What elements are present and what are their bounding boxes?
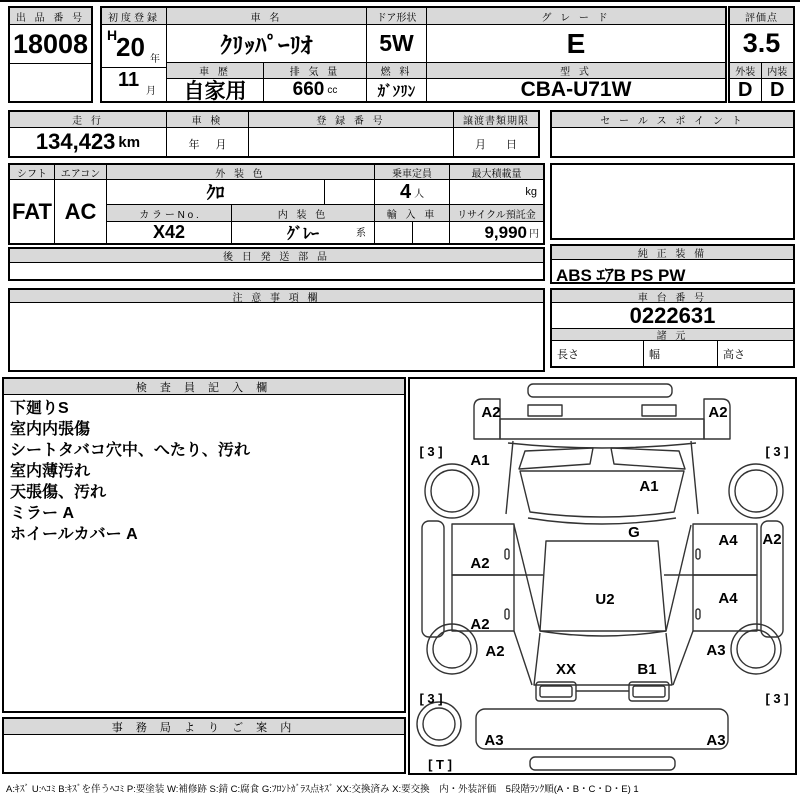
damage-cowl: G — [628, 524, 640, 541]
shaken-label: 車 検 — [167, 112, 249, 128]
inspector-label: 検 査 員 記 入 欄 — [4, 379, 404, 395]
registration-number-cell — [249, 128, 454, 156]
door-handle-rear-left — [505, 609, 509, 619]
inspector-notes — [4, 395, 404, 548]
mileage-label: 走 行 — [10, 112, 167, 128]
later-parts-label: 後 日 発 送 部 品 — [10, 249, 543, 263]
caution-box — [8, 288, 545, 372]
transfer-month-unit: 月 — [475, 139, 486, 151]
max-load-unit: kg — [525, 186, 537, 198]
mileage-unit: km — [118, 133, 141, 151]
wheel-rear-left-inner — [433, 630, 471, 668]
tire-mark-front-left: [ 3 ] — [419, 444, 443, 459]
transfer-docs-cell — [454, 128, 538, 156]
interior-color-label: 内 装 色 — [232, 205, 375, 222]
a-pillar-left — [506, 441, 513, 514]
sill-left — [422, 521, 444, 637]
damage-bumper-rear-right: A3 — [706, 732, 726, 749]
tire-mark-rear-right: [ 3 ] — [765, 691, 789, 706]
door-handle-rear-right — [696, 609, 700, 619]
first-registration-month: 11 — [118, 69, 140, 92]
height-label: 高さ — [723, 348, 745, 361]
inspector-note-line: 天張傷、汚れ — [10, 484, 107, 501]
door-handle-front-right — [696, 549, 700, 559]
door-shape-value: 5W — [367, 25, 427, 63]
exterior-color-value: ｸﾛ — [107, 180, 325, 205]
wheel-front-left-inner — [431, 470, 473, 512]
shaken-year-unit: 年 — [188, 139, 200, 151]
capacity-label: 乗車定員 — [375, 165, 450, 180]
cowl-pane-right — [611, 448, 685, 469]
displacement-unit: cc — [327, 84, 338, 96]
spare-tire-inner — [423, 708, 455, 740]
door-handle-front-left — [505, 549, 509, 559]
displacement-cell — [264, 79, 367, 101]
interior-color-value: ｸﾞﾚｰ — [286, 226, 319, 243]
damage-front-right: A2 — [708, 404, 728, 421]
office-label: 事 務 局 よ り ご 案 内 — [4, 719, 404, 735]
first-registration-body — [102, 25, 167, 101]
lot-number-empty — [10, 64, 91, 101]
shaken-month-unit: 月 — [215, 139, 227, 151]
wheel-front-left — [425, 464, 479, 518]
transfer-docs-label: 譲渡書類期限 — [454, 112, 538, 128]
tire-mark-rear-left: [ 3 ] — [419, 691, 443, 706]
mileage-row-box — [8, 110, 540, 158]
front-bumper-band — [500, 419, 704, 439]
capacity-unit: 人 — [414, 188, 425, 200]
caution-label: 注 意 事 項 欄 — [10, 290, 543, 303]
damage-door-front-left: A2 — [470, 555, 490, 572]
spare-tire-mark: [ T ] — [428, 757, 452, 772]
window-band-left — [514, 525, 540, 631]
wheel-front-right — [729, 464, 783, 518]
aircon-value: AC — [55, 180, 107, 243]
import-cell-right — [413, 222, 450, 243]
model-code-label: 型 式 — [427, 63, 725, 79]
damage-quarter-left: A2 — [485, 643, 505, 660]
recycle-deposit-value: 9,990 — [484, 222, 527, 242]
grade-value: E — [427, 25, 725, 63]
interior-color-unit: 系 — [356, 228, 366, 239]
damage-bumper-rear-left: A3 — [484, 732, 504, 749]
wheel-rear-right-inner — [737, 630, 775, 668]
first-registration-year-cell — [102, 25, 166, 68]
car-diagram — [410, 379, 795, 773]
damage-roof: U2 — [595, 591, 615, 608]
first-registration-year: 20 — [116, 32, 145, 62]
displacement-label: 排 気 量 — [264, 63, 367, 79]
window-band-right — [666, 525, 691, 631]
recycle-deposit-label: リサイクル預託金 — [450, 205, 543, 222]
capacity-cell — [375, 180, 450, 205]
score-label: 評価点 — [730, 8, 793, 25]
a-pillar-right — [691, 441, 698, 514]
inspector-note-line: シートタバコ穴中、へたり、汚れ — [10, 442, 250, 459]
spec-label: 諸 元 — [552, 329, 793, 341]
door-shape-label: ドア形状 — [367, 8, 427, 25]
import-cell-left — [375, 222, 413, 243]
rear-lamp-right-inner — [633, 686, 665, 697]
sales-point-box — [550, 110, 795, 158]
damage-hatch-left: XX — [555, 661, 577, 678]
top-rule — [0, 0, 800, 2]
office-box — [2, 717, 406, 774]
chassis-number-value: 0222631 — [552, 303, 793, 329]
import-label: 輸 入 車 — [375, 205, 450, 222]
damage-quarter-right: A3 — [706, 642, 726, 659]
score-value: 3.5 — [730, 25, 793, 63]
fuel-value: ｶﾞｿﾘﾝ — [367, 79, 427, 101]
lot-number-value: 18008 — [10, 25, 91, 64]
mileage-value: 134,423 — [35, 129, 116, 154]
damage-door-front-right: A4 — [718, 532, 738, 549]
quarter-line-left — [514, 631, 532, 685]
first-registration-month-cell — [102, 68, 166, 101]
damage-hatch-right: B1 — [637, 661, 657, 678]
inspector-note-line: ホイールカバー A — [10, 526, 138, 543]
year-unit: 年 — [150, 54, 160, 66]
shift-label: シフト — [10, 165, 55, 180]
grade-label: グ レ ー ド — [427, 8, 725, 25]
max-load-label: 最大積載量 — [450, 165, 543, 180]
headlight-left — [528, 405, 562, 416]
mileage-cell — [10, 128, 167, 156]
cowl-pane-left — [519, 448, 593, 469]
interior-grade-value: D — [770, 79, 785, 101]
lot-number-label: 出 品 番 号 — [10, 8, 91, 25]
inspector-note-line: 下廻りS — [10, 400, 69, 417]
damage-door-rear-left: A2 — [470, 616, 490, 633]
tire-mark-front-right: [ 3 ] — [765, 444, 789, 459]
era-code: H — [107, 27, 118, 43]
recycle-deposit-unit: 円 — [529, 229, 539, 240]
vehicle-header-box — [100, 6, 727, 103]
roof-panel — [540, 541, 666, 631]
first-registration-label: 初度登録 — [102, 8, 167, 25]
rear-strip — [530, 757, 675, 770]
chassis-number-label: 車 台 番 号 — [552, 290, 793, 303]
wheel-front-right-inner — [735, 470, 777, 512]
score-box — [728, 6, 795, 103]
exterior-color-label: 外 装 色 — [107, 165, 375, 180]
shift-value: FAT — [10, 180, 55, 243]
max-load-cell — [450, 180, 543, 205]
rear-window-arc — [540, 631, 666, 636]
month-unit: 月 — [146, 86, 156, 97]
inspector-box — [2, 377, 406, 713]
exterior-grade-label: 外装 — [730, 63, 762, 79]
damage-front-left: A2 — [481, 404, 501, 421]
history-value: 自家用 — [167, 79, 264, 101]
exterior-color-empty — [325, 180, 375, 205]
damage-windshield: A1 — [639, 478, 659, 495]
width-label: 幅 — [644, 341, 718, 366]
shaken-cell — [167, 128, 249, 156]
right-empty-box — [550, 163, 795, 240]
later-parts-box — [8, 247, 545, 281]
cowl-arc — [528, 518, 676, 524]
damage-diagram-box — [408, 377, 797, 775]
damage-door-rear-right: A4 — [718, 590, 738, 607]
inspector-note-line: ミラー A — [10, 505, 75, 522]
color-capacity-box — [8, 163, 545, 245]
model-code-value: CBA-U71W — [520, 79, 632, 101]
exterior-grade-value: D — [730, 79, 762, 101]
lot-number-box — [8, 6, 93, 103]
interior-grade-label: 内装 — [762, 63, 794, 79]
displacement-value: 660 — [292, 79, 325, 100]
oem-equipment-box — [550, 244, 795, 284]
car-name-value: ｸﾘｯﾊﾟｰﾘｵ — [167, 25, 367, 63]
damage-sill-right: A2 — [762, 531, 782, 548]
rear-lamp-left-inner — [540, 686, 572, 697]
capacity-value: 4 — [399, 180, 412, 203]
color-no-value: X42 — [107, 222, 232, 243]
length-label: 長さ — [552, 341, 644, 366]
headlight-right — [642, 405, 676, 416]
oem-equipment-value: ABS ｴｱB PS PW — [556, 266, 686, 285]
inspector-note-line: 室内薄汚れ — [10, 463, 91, 480]
quarter-line-right — [673, 631, 693, 685]
chassis-spec-box — [550, 288, 795, 368]
aircon-label: エアコン — [55, 165, 107, 180]
oem-equipment-label: 純 正 装 備 — [552, 246, 793, 260]
car-name-label: 車 名 — [167, 8, 367, 25]
transfer-day-unit: 日 — [506, 139, 517, 151]
history-label: 車 歴 — [167, 63, 264, 79]
windshield-glass — [520, 471, 684, 517]
rear-bumper — [476, 709, 728, 749]
damage-code-legend: A:ｷｽﾞ U:ﾍｺﾐ B:ｷｽﾞを伴うﾍｺﾐ P:要塗装 W:補修跡 S:錆 C:腐食 G:ﾌﾛﾝﾄｶﾞﾗｽ点ｷｽﾞ XX:交換済み X:要交換 内・外装評価 5段階ﾗﾝｸ順(A・B・C・D・E) 1 — [6, 784, 639, 795]
front-bumper-strip — [528, 384, 672, 397]
registration-number-label: 登 録 番 号 — [249, 112, 454, 128]
interior-color-cell — [232, 222, 375, 243]
sales-point-label: セ ー ル ス ポ イ ン ト — [552, 112, 793, 128]
fuel-label: 燃 料 — [367, 63, 427, 79]
import-cell — [375, 222, 450, 243]
color-no-label: カ ラ ー N o . — [107, 205, 232, 222]
recycle-deposit-cell — [450, 222, 543, 243]
inspector-note-line: 室内内張傷 — [10, 421, 91, 438]
hood-edge — [508, 443, 696, 448]
damage-fender-left: A1 — [470, 452, 490, 469]
